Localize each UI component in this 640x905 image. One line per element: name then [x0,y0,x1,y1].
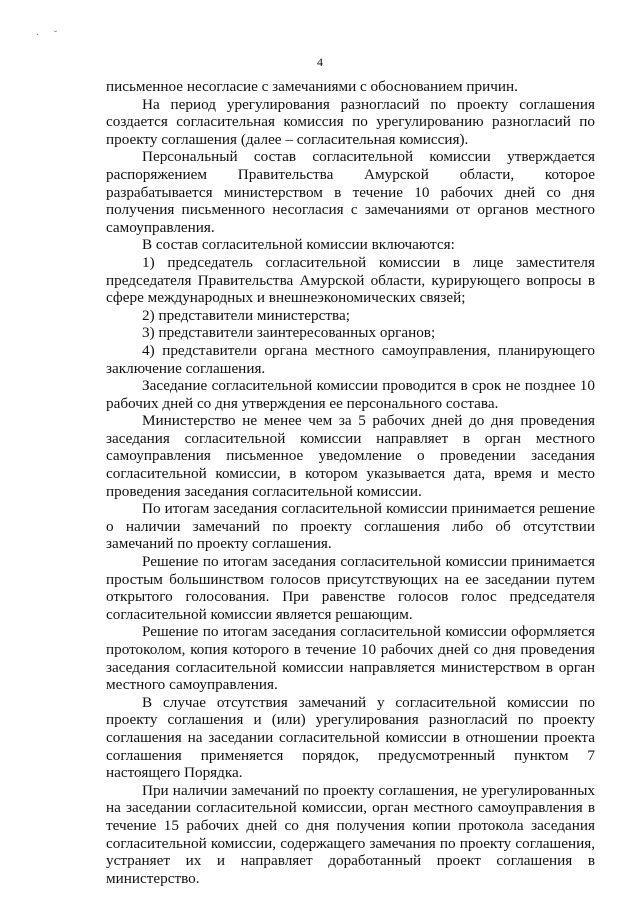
scan-corner-marks: · ˇ [36,30,64,41]
paragraph-unresolved-remarks: При наличии замечаний по проекту соглашения, не урегулированных на заседании согласительной комиссии, орган местного самоуправления в течение 15 рабочих дней со дня получения копии протокола заседания согласительной комиссии, содержащего замечания по проекту соглашения, устраняет их и направляет доработанный проект соглашения в министерство. [106,781,595,887]
paragraph-protocol: Решение по итогам заседания согласительной комиссии оформляется протоколом, копия которого в течение 10 рабочих дней со дня проведения заседания согласительной комиссии направляется министерством в орган местного самоуправления. [106,623,595,694]
paragraph-no-remarks: В случае отсутствия замечаний у согласительной комиссии по проекту соглашения и (или) урегулирования разногласий по проекту соглашения на заседании согласительной комиссии в отношении проекта соглашения применяется порядок, предусмотренный пунктом 7 настоящего Порядка. [106,693,595,782]
paragraph-voting: Решение по итогам заседания согласительной комиссии принимается простым большинством голосов присутствующих на ее заседании путем открытого голосования. При равенстве голосов голос председателя согласительной комиссии является решающим. [106,553,595,623]
paragraph-commission-creation: На период урегулирования разногласий по проекту соглашения создается согласительная комиссия по урегулированию разногласий по проекту соглашения (далее – согласительная комиссия). [106,95,595,148]
list-item-ministry: 2) представители министерства; [142,306,350,324]
list-item-local-government: 4) представители органа местного самоуправления, планирующего заключение соглашения. [106,341,595,377]
paragraph-meeting-deadline: Заседание согласительной комиссии проводится в срок не позднее 10 рабочих дней со дня утверждения ее персонального состава. [106,377,595,412]
paragraph-meeting-notice: Министерство не менее чем за 5 рабочих дней до дня проведения заседания согласительной комиссии направляет в орган местного самоуправления письменное уведомление о проведении заседания согласительной комиссии, в котором указывается дата, время и место проведения заседания согласительной комиссии. [106,412,595,500]
page-number: 4 [317,55,323,69]
paragraph-meeting-outcome: По итогам заседания согласительной комиссии принимается решение о наличии замечаний по проекту соглашения либо об отсутствии замечаний по проекту соглашения. [106,500,595,553]
paragraph-commission-composition: Персональный состав согласительной комиссии утверждается распоряжением Правительства Амурской области, которое разрабатывается министерством в течение 10 рабочих дней со дня получения письменного несогласия с замечаниями от органов местного самоуправления. [106,148,595,236]
paragraph-members-intro: В состав согласительной комиссии включаются: [142,236,455,254]
document-body [106,78,595,887]
list-item-interested-bodies: 3) представители заинтересованных органов; [142,324,436,342]
list-item-chairman: 1) председатель согласительной комиссии в лице заместителя председателя Правительства Амурской области, курирующего вопросы в сфере международных и внешнеэкономических связей; [106,253,595,307]
paragraph-continuation: письменное несогласие с замечаниями с обоснованием причин. [106,78,518,95]
